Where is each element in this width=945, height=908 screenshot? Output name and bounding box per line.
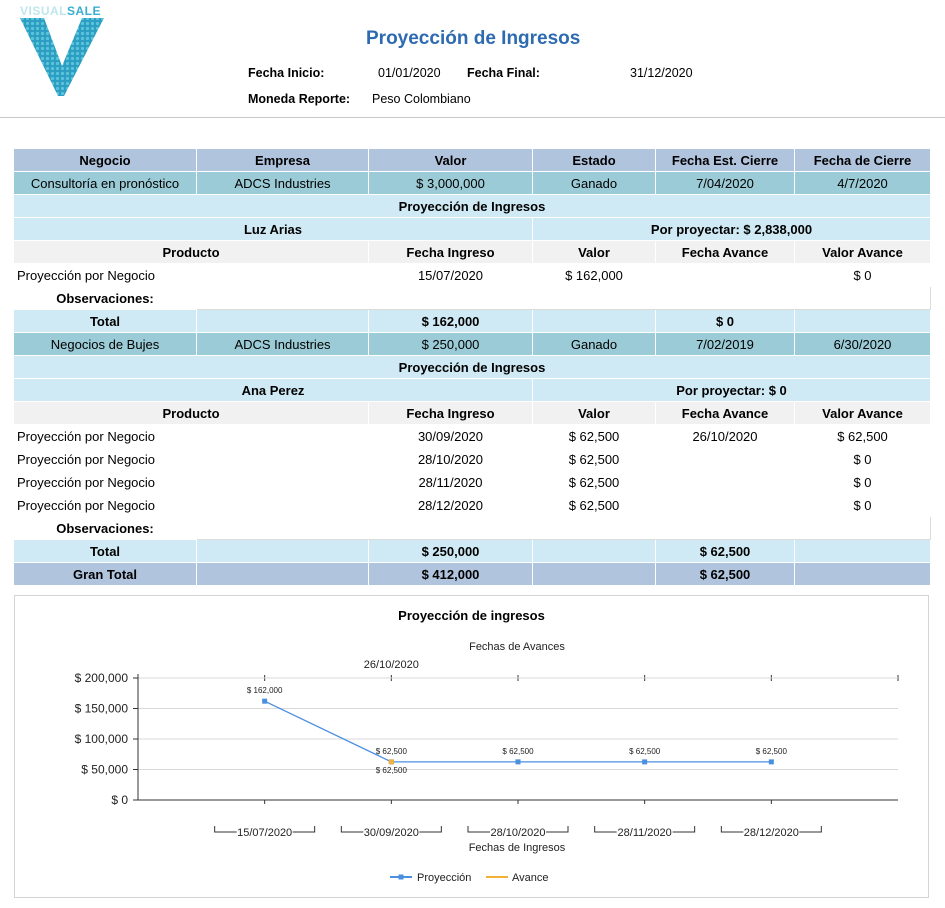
owner-name: Luz Arias: [14, 218, 533, 241]
item-valor: $ 62,500: [533, 494, 656, 517]
table-row: [14, 471, 931, 494]
item-fecha-ingreso: 28/11/2020: [369, 471, 533, 494]
item-valor: $ 62,500: [533, 448, 656, 471]
x-bracket-right: [419, 826, 441, 832]
visualsale-logo: [20, 4, 104, 98]
header-item-valor: Valor: [533, 241, 656, 264]
item-producto: Proyección por Negocio: [14, 471, 369, 494]
y-tick-label: $ 100,000: [74, 732, 128, 746]
chart-panel: [14, 595, 929, 898]
header-fecha-cierre: Fecha de Cierre: [795, 149, 931, 172]
total-row: [14, 540, 931, 563]
item-producto: Proyección por Negocio: [14, 264, 369, 287]
table-header-row: [14, 149, 931, 172]
item-valor: $ 62,500: [533, 425, 656, 448]
fecha-inicio-label: Fecha Inicio:: [248, 66, 325, 80]
section-title-row: [14, 356, 931, 379]
x-tick-label: 28/10/2020: [490, 827, 546, 839]
data-label-proyeccion: $ 62,500: [375, 746, 407, 756]
fecha-final-label: Fecha Final:: [467, 66, 540, 80]
point-proyeccion: [769, 759, 774, 764]
x-bracket-right: [673, 826, 695, 832]
deal-estado: Ganado: [533, 172, 656, 195]
deal-empresa: ADCS Industries: [197, 333, 369, 356]
y-tick-label: $ 200,000: [74, 671, 128, 685]
x-bracket-left: [215, 826, 237, 832]
point-proyeccion: [516, 759, 521, 764]
deal-fecha-est-cierre: 7/04/2020: [656, 172, 795, 195]
point-proyeccion: [642, 759, 647, 764]
logo-v-shape-icon: [20, 16, 104, 98]
por-proyectar: Por proyectar: $ 0: [533, 379, 931, 402]
header-valor: Valor: [369, 149, 533, 172]
legend-label-avance: Avance: [512, 872, 549, 884]
total-avance: $ 62,500: [656, 540, 795, 563]
total-valor: $ 250,000: [369, 540, 533, 563]
deal-fecha-cierre: 4/7/2020: [795, 172, 931, 195]
item-valor: $ 62,500: [533, 471, 656, 494]
x-tick-label: 28/12/2020: [743, 827, 799, 839]
deal-valor: $ 250,000: [369, 333, 533, 356]
deal-row: [14, 172, 931, 195]
header-item-valor: Valor: [533, 402, 656, 425]
total-label: Total: [14, 310, 197, 333]
owner-row: [14, 218, 931, 241]
deal-valor: $ 3,000,000: [369, 172, 533, 195]
item-valor-avance: $ 62,500: [795, 425, 931, 448]
item-fecha-ingreso: 30/09/2020: [369, 425, 533, 448]
top-tick-label: 26/10/2020: [363, 659, 419, 671]
section-title-row: [14, 195, 931, 218]
item-fecha-ingreso: 15/07/2020: [369, 264, 533, 287]
logo-text: VISUALSALE: [20, 4, 102, 18]
x-bracket-left: [341, 826, 363, 832]
data-label-proyeccion: $ 62,500: [755, 746, 787, 756]
item-producto: Proyección por Negocio: [14, 425, 369, 448]
section-title: Proyección de Ingresos: [14, 195, 931, 218]
x-tick-label: 28/11/2020: [617, 827, 672, 839]
deal-negocio: Negocios de Bujes: [14, 333, 197, 356]
owner-name: Ana Perez: [14, 379, 533, 402]
legend-marker-proyeccion: [399, 875, 404, 880]
observaciones-row: [14, 517, 931, 540]
data-label-avance: $ 62,500: [375, 765, 407, 775]
y-tick-label: $ 50,000: [81, 762, 128, 777]
item-fecha-avance: [656, 471, 795, 494]
item-fecha-avance: [656, 264, 795, 287]
owner-row: [14, 379, 931, 402]
table-row: [14, 425, 931, 448]
total-label: Total: [14, 540, 197, 563]
x-axis-title: Fechas de Ingresos: [468, 842, 566, 854]
observaciones-value: [197, 517, 931, 540]
x-tick-label: 15/07/2020: [237, 827, 293, 839]
header-fecha-est-cierre: Fecha Est. Cierre: [656, 149, 795, 172]
item-fecha-avance: [656, 494, 795, 517]
x-tick-label: 30/09/2020: [363, 827, 419, 839]
x-bracket-right: [293, 826, 315, 832]
item-fecha-ingreso: 28/10/2020: [369, 448, 533, 471]
header-empresa: Empresa: [197, 149, 369, 172]
moneda-value: Peso Colombiano: [372, 92, 471, 106]
product-header-row: [14, 402, 931, 425]
moneda-label: Moneda Reporte:: [248, 92, 351, 106]
header-negocio: Negocio: [14, 149, 197, 172]
header-fecha-avance: Fecha Avance: [656, 402, 795, 425]
item-producto: Proyección por Negocio: [14, 448, 369, 471]
y-tick-label: $ 150,000: [74, 701, 128, 716]
projection-chart: [15, 596, 930, 899]
observaciones-label: Observaciones:: [14, 287, 197, 310]
fecha-inicio-value: 01/01/2020: [378, 66, 441, 80]
por-proyectar: Por proyectar: $ 2,838,000: [533, 218, 931, 241]
x-bracket-right: [799, 826, 821, 832]
item-valor-avance: $ 0: [795, 448, 931, 471]
table-row: [14, 494, 931, 517]
data-label-proyeccion: $ 162,000: [246, 686, 283, 696]
item-valor-avance: $ 0: [795, 264, 931, 287]
deal-negocio: Consultoría en pronóstico: [14, 172, 197, 195]
item-fecha-ingreso: 28/12/2020: [369, 494, 533, 517]
x-bracket-right: [546, 826, 568, 832]
grand-total-avance: $ 62,500: [656, 563, 795, 586]
x-bracket-left: [468, 826, 490, 832]
projection-table: [13, 148, 931, 586]
header-fecha-avance: Fecha Avance: [656, 241, 795, 264]
header-estado: Estado: [533, 149, 656, 172]
data-label-proyeccion: $ 62,500: [629, 746, 661, 756]
deal-empresa: ADCS Industries: [197, 172, 369, 195]
item-valor-avance: $ 0: [795, 494, 931, 517]
chart-title: Proyección de ingresos: [398, 608, 545, 623]
section-title: Proyección de Ingresos: [14, 356, 931, 379]
table-row: [14, 448, 931, 471]
header-fecha-ingreso: Fecha Ingreso: [369, 241, 533, 264]
top-axis-title: Fechas de Avances: [469, 641, 565, 653]
total-row: [14, 310, 931, 333]
x-bracket-left: [595, 826, 617, 832]
item-fecha-avance: 26/10/2020: [656, 425, 795, 448]
header-valor-avance: Valor Avance: [795, 241, 931, 264]
item-producto: Proyección por Negocio: [14, 494, 369, 517]
item-valor: $ 162,000: [533, 264, 656, 287]
header-producto: Producto: [14, 241, 369, 264]
point-avance: [389, 759, 394, 764]
y-tick-label: $ 0: [111, 793, 128, 807]
x-bracket-left: [721, 826, 743, 832]
header-valor-avance: Valor Avance: [795, 402, 931, 425]
header-divider: [0, 117, 945, 118]
fecha-final-value: 31/12/2020: [630, 66, 693, 80]
point-proyeccion: [262, 699, 267, 704]
grand-total-valor: $ 412,000: [369, 563, 533, 586]
observaciones-value: [197, 287, 931, 310]
total-avance: $ 0: [656, 310, 795, 333]
report-title: Proyección de Ingresos: [366, 28, 581, 49]
data-label-proyeccion: $ 62,500: [502, 746, 534, 756]
legend-label-proyeccion: Proyección: [417, 872, 472, 884]
deal-row: [14, 333, 931, 356]
item-fecha-avance: [656, 448, 795, 471]
item-valor-avance: $ 0: [795, 471, 931, 494]
deal-fecha-est-cierre: 7/02/2019: [656, 333, 795, 356]
deal-fecha-cierre: 6/30/2020: [795, 333, 931, 356]
deal-estado: Ganado: [533, 333, 656, 356]
grand-total-row: [14, 563, 931, 586]
observaciones-label: Observaciones:: [14, 517, 197, 540]
table-row: [14, 264, 931, 287]
header-producto: Producto: [14, 402, 369, 425]
observaciones-row: [14, 287, 931, 310]
total-valor: $ 162,000: [369, 310, 533, 333]
product-header-row: [14, 241, 931, 264]
grand-total-label: Gran Total: [14, 563, 197, 586]
header-fecha-ingreso: Fecha Ingreso: [369, 402, 533, 425]
